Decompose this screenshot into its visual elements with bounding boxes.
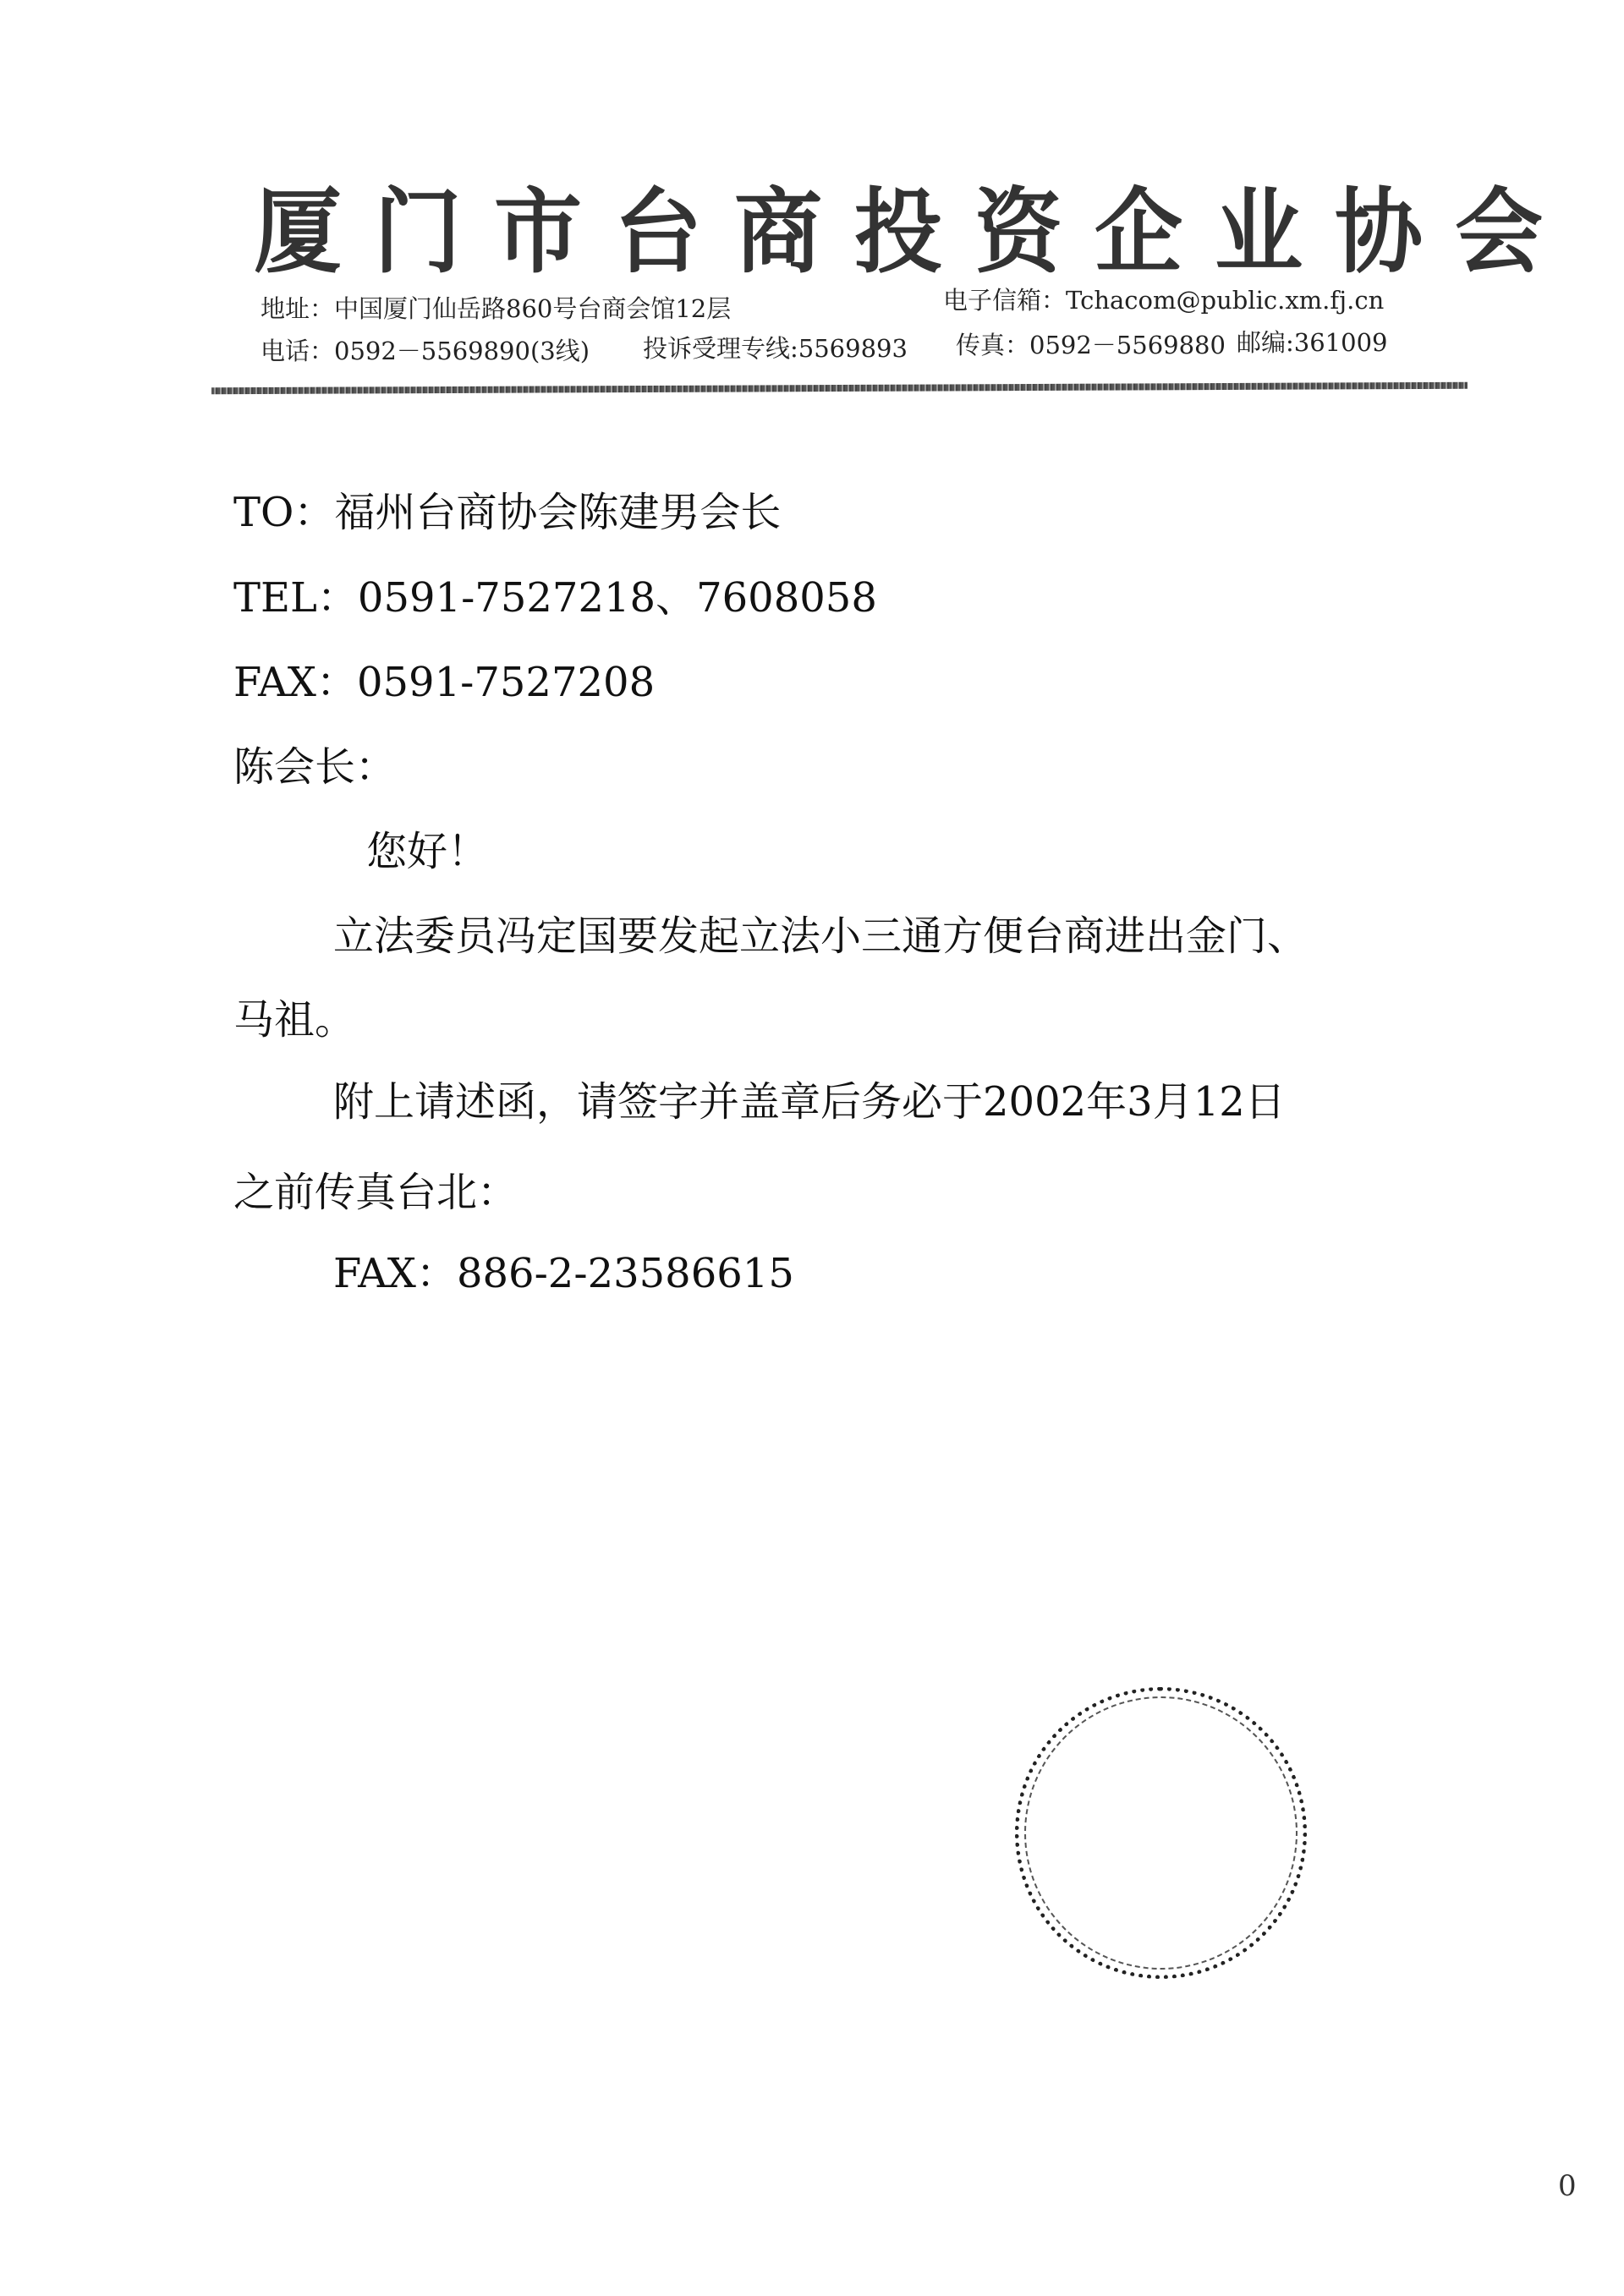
salutation: 陈会长： bbox=[233, 743, 397, 791]
letterhead-phone: 电话：0592－5569890(3线) bbox=[261, 337, 590, 365]
letterhead-email: 电子信箱：Tchacom@public.xm.fj.cn bbox=[943, 286, 1385, 315]
header-divider bbox=[211, 382, 1468, 394]
recipient-fax: FAX：0591-7527208 bbox=[233, 659, 656, 706]
letterhead-complaint-line: 投诉受理专线:5569893 bbox=[643, 334, 908, 363]
letterhead-address: 地址：中国厦门仙岳路860号台商会馆12层 bbox=[261, 294, 732, 323]
paragraph-1-line-2: 马祖。 bbox=[233, 996, 356, 1044]
paragraph-1-line-1: 立法委员冯定国要发起立法小三通方便台商进出金门、 bbox=[333, 912, 1309, 960]
recipient-to: TO：福州台商协会陈建男会长 bbox=[233, 489, 782, 536]
page-number: 0 bbox=[1558, 2169, 1577, 2203]
official-seal-stamp bbox=[1015, 1687, 1307, 1979]
letterhead-postcode: 邮编:361009 bbox=[1237, 328, 1388, 357]
greeting: 您好！ bbox=[366, 828, 489, 875]
recipient-tel: TEL：0591-7527218、7608058 bbox=[233, 574, 877, 622]
paragraph-2-line-1: 附上请述函，请签字并盖章后务必于2002年3月12日 bbox=[333, 1078, 1286, 1126]
letterhead-title: 厦门市台商投资企业协会 bbox=[254, 177, 1576, 287]
paragraph-2-line-2: 之前传真台北： bbox=[233, 1169, 518, 1216]
reply-fax-number: FAX：886-2-23586615 bbox=[333, 1250, 794, 1297]
letterhead-fax: 传真：0592－5569880 bbox=[956, 331, 1226, 359]
